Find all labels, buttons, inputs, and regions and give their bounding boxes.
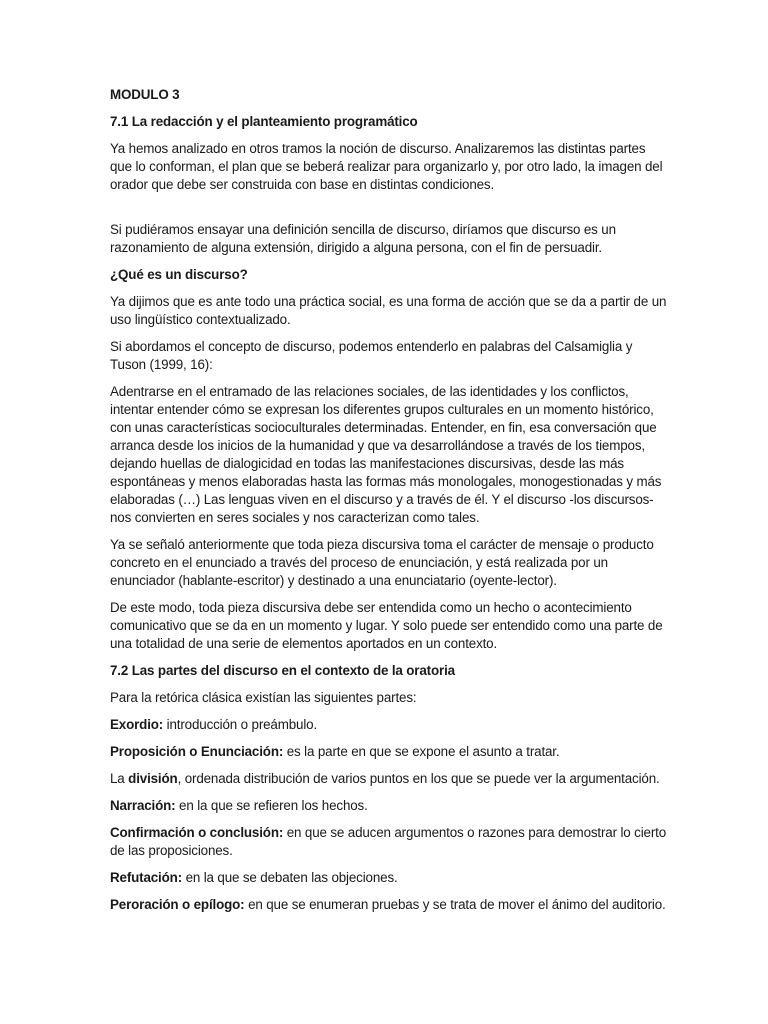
refutacion-text: en la que se debaten las objeciones. (182, 870, 398, 885)
exordio-item (110, 716, 668, 734)
refutacion-item (110, 869, 668, 887)
proposicion-item (110, 743, 668, 761)
communicative-event-paragraph: De este modo, toda pieza discursiva debe ser entendida como un hecho o acontecimiento comunicativo que se da en un momento y lugar. Y solo puede ser entendido como una parte de una totalidad de una serie de elementos aportados en un contexto. (110, 600, 663, 651)
definition-paragraph: Si pudiéramos ensayar una definición sencilla de discurso, diríamos que discurso es un razonamiento de alguna extensión, dirigido a alguna persona, con el fin de persuadir. (110, 222, 616, 255)
enunciation-paragraph: Ya se señaló anteriormente que toda pieza discursiva toma el carácter de mensaje o producto concreto en el enunciado a través del proceso de enunciación, y está realizada por un enunciador (hablante-escritor) y destinado a una enunciatario (oyente-lector). (110, 537, 654, 588)
confirmacion-item (110, 824, 668, 860)
exordio-text: introducción o preámbulo. (163, 717, 318, 732)
peroracion-term: Peroración o epílogo: (110, 897, 245, 912)
peroracion-text: en que se enumeran pruebas y se trata de mover el ánimo del auditorio. (244, 897, 666, 912)
proposicion-term: Proposición o Enunciación: (110, 744, 284, 759)
refutacion-term: Refutación: (110, 870, 182, 885)
division-text: , ordenada distribución de varios puntos en los que se puede ver la argumentación. (177, 771, 660, 786)
division-term: división (128, 771, 178, 786)
confirmacion-text: en que se aducen argumentos o razones para demostrar lo cierto de las proposiciones. (110, 825, 666, 858)
narracion-item (110, 797, 668, 815)
division-prefix: La (110, 771, 129, 786)
narracion-term: Narración: (110, 798, 176, 813)
quote-paragraph: Adentrarse en el entramado de las relaciones sociales, de las identidades y los conflictos, intentar entender cómo se expresan los diferentes grupos culturales en un momento histórico, con unas características socioculturales determinadas. Entender, en fin, esa conversación que arranca desde los inicios de la humanidad y que va desarrollándose a través de los tiempos, dejando huellas de dialogicidad en todas las manifestaciones discursivas, desde las más espontáneas y menos elaboradas hasta las formas más monologales, monogestionadas y más elaboradas (…) Las lenguas viven en el discurso y a través de él. Y el discurso -los discursos- nos convierten en seres sociales y nos caracterizan como tales. (110, 384, 662, 525)
section-7-1-heading: 7.1 La redacción y el planteamiento programático (110, 114, 418, 129)
division-item (110, 770, 668, 788)
module-title: MODULO 3 (110, 87, 180, 102)
intro-paragraph: Ya hemos analizado en otros tramos la noción de discurso. Analizaremos las distintas partes que lo conforman, el plan que se beberá realizar para organizarlo y, por otro lado, la imagen del orador que debe ser construida con base en distintas condiciones. (110, 141, 663, 192)
parts-intro: Para la retórica clásica existían las siguientes partes: (110, 690, 417, 705)
peroracion-item (110, 896, 668, 914)
social-practice-paragraph: Ya dijimos que es ante todo una práctica social, es una forma de acción que se da a partir de un uso lingüístico contextualizado. (110, 294, 667, 327)
confirmacion-term: Confirmación o conclusión: (110, 825, 284, 840)
what-is-discourse-heading: ¿Qué es un discurso? (110, 267, 248, 282)
exordio-term: Exordio: (110, 717, 164, 732)
concept-paragraph: Si abordamos el concepto de discurso, podemos entenderlo en palabras del Calsamiglia y Tuson (1999, 16): (110, 339, 633, 372)
proposicion-text: es la parte en que se expone el asunto a tratar. (283, 744, 560, 759)
section-7-2-heading: 7.2 Las partes del discurso en el contexto de la oratoria (110, 663, 455, 678)
narracion-text: en la que se refieren los hechos. (175, 798, 368, 813)
